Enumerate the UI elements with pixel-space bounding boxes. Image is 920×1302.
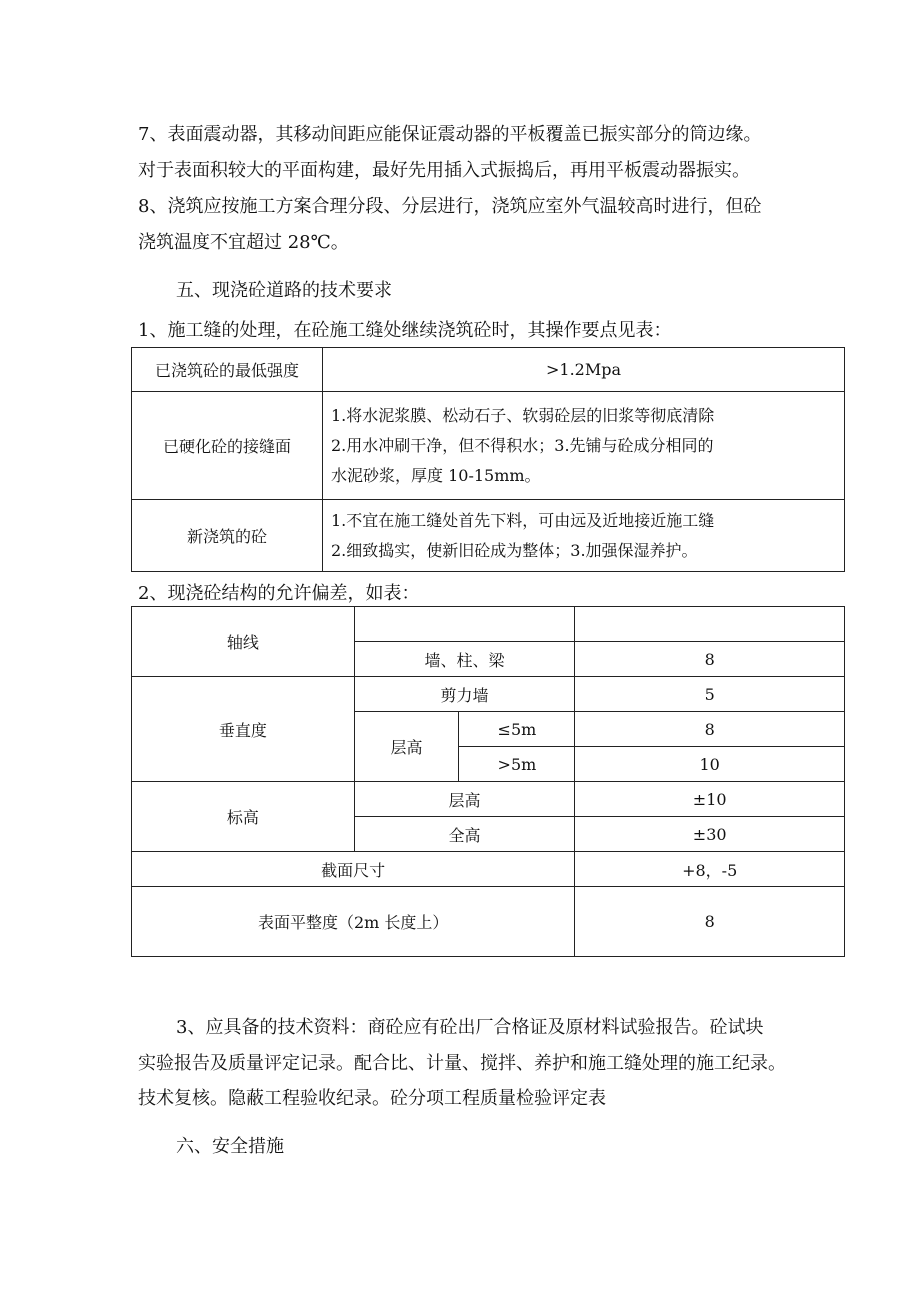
table-cell-label: 轴线 <box>132 607 355 677</box>
table-cell-value: 8 <box>575 642 845 677</box>
construction-joint-table <box>131 347 845 572</box>
table-cell-value: 8 <box>575 887 845 957</box>
tolerance-table <box>131 606 845 957</box>
table-row <box>132 500 845 572</box>
table-row <box>132 607 845 642</box>
table-row <box>132 852 845 887</box>
paragraph-7-line-2: 对于表面积较大的平面构建，最好先用插入式振捣后，再用平板震动器振实。 <box>138 160 750 181</box>
table-cell-item: 墙、柱、梁 <box>354 642 575 677</box>
table-cell-label: 垂直度 <box>132 677 355 782</box>
table-cell-item: 全高 <box>354 817 575 852</box>
item-3-line-1: 3、应具备的技术资料：商砼应有砼出厂合格证及原材料试验报告。砼试块 <box>176 1017 764 1038</box>
table-cell-value: ±30 <box>575 817 845 852</box>
table-row <box>132 348 845 392</box>
table-row <box>132 677 845 712</box>
table-cell-value: +8，-5 <box>575 852 845 887</box>
table-cell-label: 已硬化砼的接缝面 <box>132 392 323 500</box>
table-cell-label: 表面平整度（2m 长度上） <box>132 887 575 957</box>
table-cell-label: 已浇筑砼的最低强度 <box>132 348 323 392</box>
table-row <box>132 392 845 500</box>
paragraph-8-line-2: 浇筑温度不宜超过 28℃。 <box>138 232 349 253</box>
section-5-heading: 五、现浇砼道路的技术要求 <box>176 280 392 301</box>
table-cell-empty <box>575 607 845 642</box>
table-cell-empty <box>354 607 575 642</box>
table-cell-value: >1.2Mpa <box>323 348 845 392</box>
table-cell-item: ≤5m <box>459 712 575 747</box>
item-1-text: 1、施工缝的处理，在砼施工缝处继续浇筑砼时，其操作要点见表： <box>138 320 672 341</box>
table-cell-value: 8 <box>575 712 845 747</box>
table-cell-label: 截面尺寸 <box>132 852 575 887</box>
paragraph-8-line-1: 8、浇筑应按施工方案合理分段、分层进行，浇筑应室外气温较高时进行，但砼 <box>138 196 762 217</box>
table-cell-item: 层高 <box>354 782 575 817</box>
section-6-heading: 六、安全措施 <box>176 1136 284 1157</box>
table-cell-value <box>323 500 845 572</box>
item-3-line-3: 技术复核。隐蔽工程验收纪录。砼分项工程质量检验评定表 <box>138 1088 606 1109</box>
table-cell-label: 新浇筑的砼 <box>132 500 323 572</box>
item-3-line-2: 实验报告及质量评定记录。配合比、计量、搅拌、养护和施工缝处理的施工纪录。 <box>138 1053 786 1074</box>
table-cell-line: 1.不宜在施工缝处首先下料，可由远及近地接近施工缝 <box>331 510 715 530</box>
item-2-text: 2、现浇砼结构的允许偏差，如表： <box>138 583 420 604</box>
paragraph-7-line-1: 7、表面震动器，其移动间距应能保证震动器的平板覆盖已振实部分的筒边缘。 <box>138 124 762 145</box>
table-cell-value: ±10 <box>575 782 845 817</box>
table-cell-value <box>323 392 845 500</box>
table-cell-item: 剪力墙 <box>354 677 575 712</box>
table-cell-line: 2.用水冲刷干净，但不得积水；3.先铺与砼成分相同的 <box>331 435 714 455</box>
table-cell-line: 水泥砂浆，厚度 10-15mm。 <box>331 465 541 485</box>
table-cell-value: 5 <box>575 677 845 712</box>
table-cell-line: 1.将水泥浆膜、松动石子、软弱砼层的旧浆等彻底清除 <box>331 405 715 425</box>
table-cell-value: 10 <box>575 747 845 782</box>
table-cell-line: 2.细致捣实，使新旧砼成为整体；3.加强保湿养护。 <box>331 540 698 560</box>
table-cell-item: >5m <box>459 747 575 782</box>
table-row <box>132 782 845 817</box>
table-cell-label: 标高 <box>132 782 355 852</box>
table-row <box>132 887 845 957</box>
table-cell-subgroup: 层高 <box>354 712 459 782</box>
